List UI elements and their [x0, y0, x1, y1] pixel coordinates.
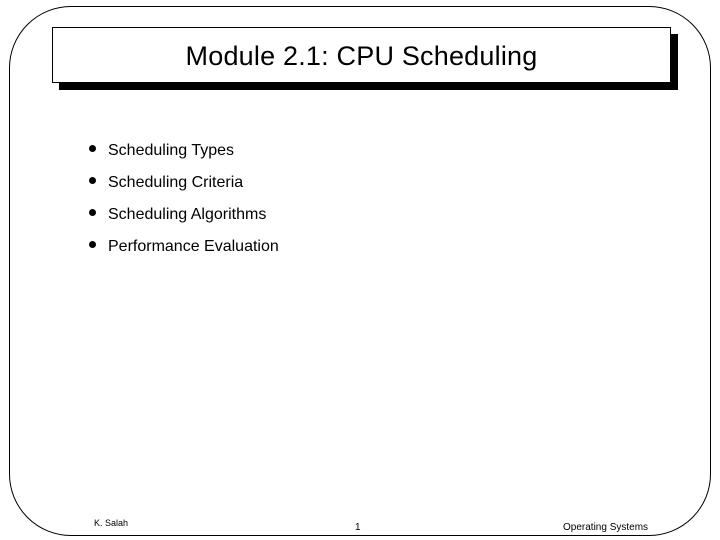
- bullet-icon: [89, 241, 96, 248]
- bullet-text: Scheduling Criteria: [108, 174, 244, 191]
- title-box: [52, 27, 671, 83]
- bullet-icon: [89, 177, 96, 184]
- bullet-item: [87, 233, 279, 265]
- bullet-text: Scheduling Algorithms: [108, 206, 267, 223]
- bullet-item: [87, 169, 279, 201]
- bullet-text: Performance Evaluation: [108, 238, 279, 255]
- bullet-icon: [89, 209, 96, 216]
- bullet-item: [87, 137, 279, 169]
- bullet-icon: [89, 145, 96, 152]
- footer-page-number: 1: [355, 522, 361, 533]
- slide-title: Module 2.1: CPU Scheduling: [185, 40, 538, 71]
- bullet-item: [87, 201, 279, 233]
- footer-author: K. Salah: [94, 518, 129, 528]
- bullet-list: [87, 137, 279, 265]
- bullet-text: Scheduling Types: [108, 142, 235, 159]
- footer-course: Operating Systems: [563, 522, 649, 533]
